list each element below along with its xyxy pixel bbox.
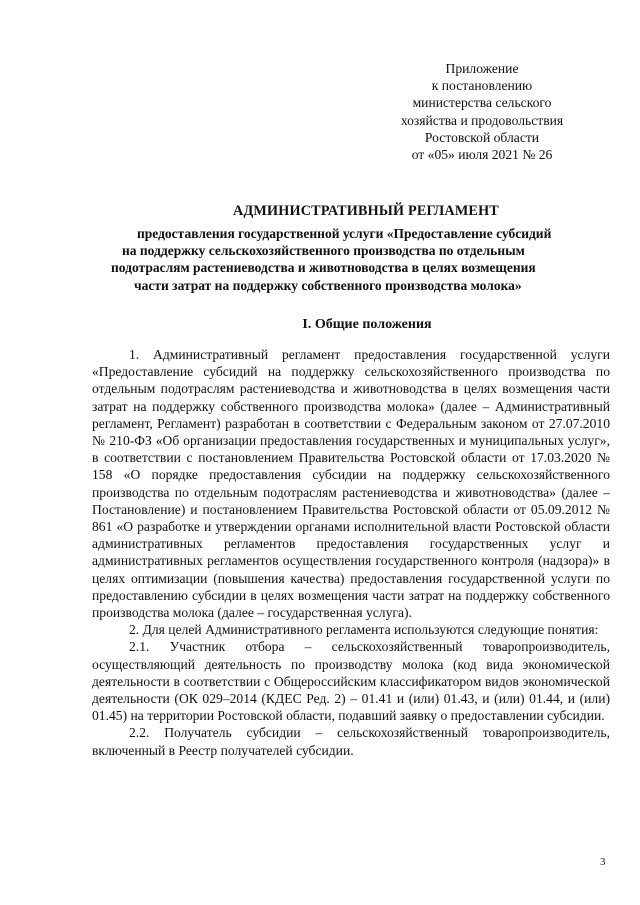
appendix-line: Ростовской области bbox=[424, 129, 540, 145]
paragraph: 2.2. Получатель субсидии – сельскохозяйственный товаропроизводитель, включенный в Реестр получателей субсидии. bbox=[92, 725, 610, 758]
subtitle-line: подотраслям растениеводства и животноводства в целях возмещения bbox=[111, 260, 536, 276]
subtitle-line: части затрат на поддержку собственного производства молока» bbox=[134, 277, 522, 293]
document-subtitle bbox=[100, 225, 610, 294]
appendix-line: к постановлению bbox=[431, 78, 533, 94]
paragraph: 2. Для целей Административного регламента используются следующие понятия: bbox=[129, 622, 599, 638]
paragraph: 2.1. Участник отбора – сельскохозяйственный товаропроизводитель, осуществляющий деятельность по производству молока (код вида экономической деятельности в соответствии с Общероссийским классификатором видов экономической деятельности (ОК 029–2014 (КДЕС Ред. 2) – 01.41 и (или) 01.43, и (или) 01.44, и (или) 01.45) на территории Ростовской области, подавший заявку о предоставлении субсидии. bbox=[92, 639, 610, 724]
appendix-line: от «05» июля 2021 № 26 bbox=[411, 147, 553, 163]
document-body bbox=[92, 346, 610, 759]
appendix-line: Приложение bbox=[445, 61, 519, 76]
appendix-line: хозяйства и продовольствия bbox=[400, 112, 564, 128]
appendix-block bbox=[372, 60, 592, 163]
subtitle-line: предоставления государственной услуги «Предоставление субсидий bbox=[137, 226, 552, 241]
document-title: АДМИНИСТРАТИВНЫЙ РЕГЛАМЕНТ bbox=[233, 203, 499, 219]
subtitle-line: на поддержку сельскохозяйственного производства по отдельным bbox=[122, 243, 525, 259]
page-number: 3 bbox=[600, 856, 606, 868]
appendix-line: министерства сельского bbox=[412, 95, 552, 111]
paragraph: 1. Административный регламент предоставления государственной услуги «Предоставление субсидий на поддержку сельскохозяйственного производства по отдельным подотраслям растениеводства и животноводства в целях возмещения части затрат на поддержку собственного производства молока» (далее – Административный регламент, Регламент) разработан в соответствии с Федеральным законом от 27.07.2010 № 210-ФЗ «Об организации предоставления государственных и муниципальных услуг», в соответствии с постановлением Правительства Ростовской области от 17.03.2020 № 158 «О порядке предоставления субсидии на поддержку сельскохозяйственного производства по отдельным подотраслям растениеводства и животноводства» (далее – Постановление) и постановлением Правительства Ростовской области от 05.09.2012 № 861 «О разработке и утверждении органами исполнительной власти Ростовской области административных регламентов предоставления государственных услуг и административных регламентов осуществления государственного контроля (надзора)» в целях оптимизации (повышения качества) предоставления государственной услуги по предоставлению субсидии в целях возмещения части затрат на поддержку собственного производства молока (далее – государственная услуга). bbox=[92, 347, 610, 621]
section-heading: I. Общие положения bbox=[302, 317, 432, 332]
